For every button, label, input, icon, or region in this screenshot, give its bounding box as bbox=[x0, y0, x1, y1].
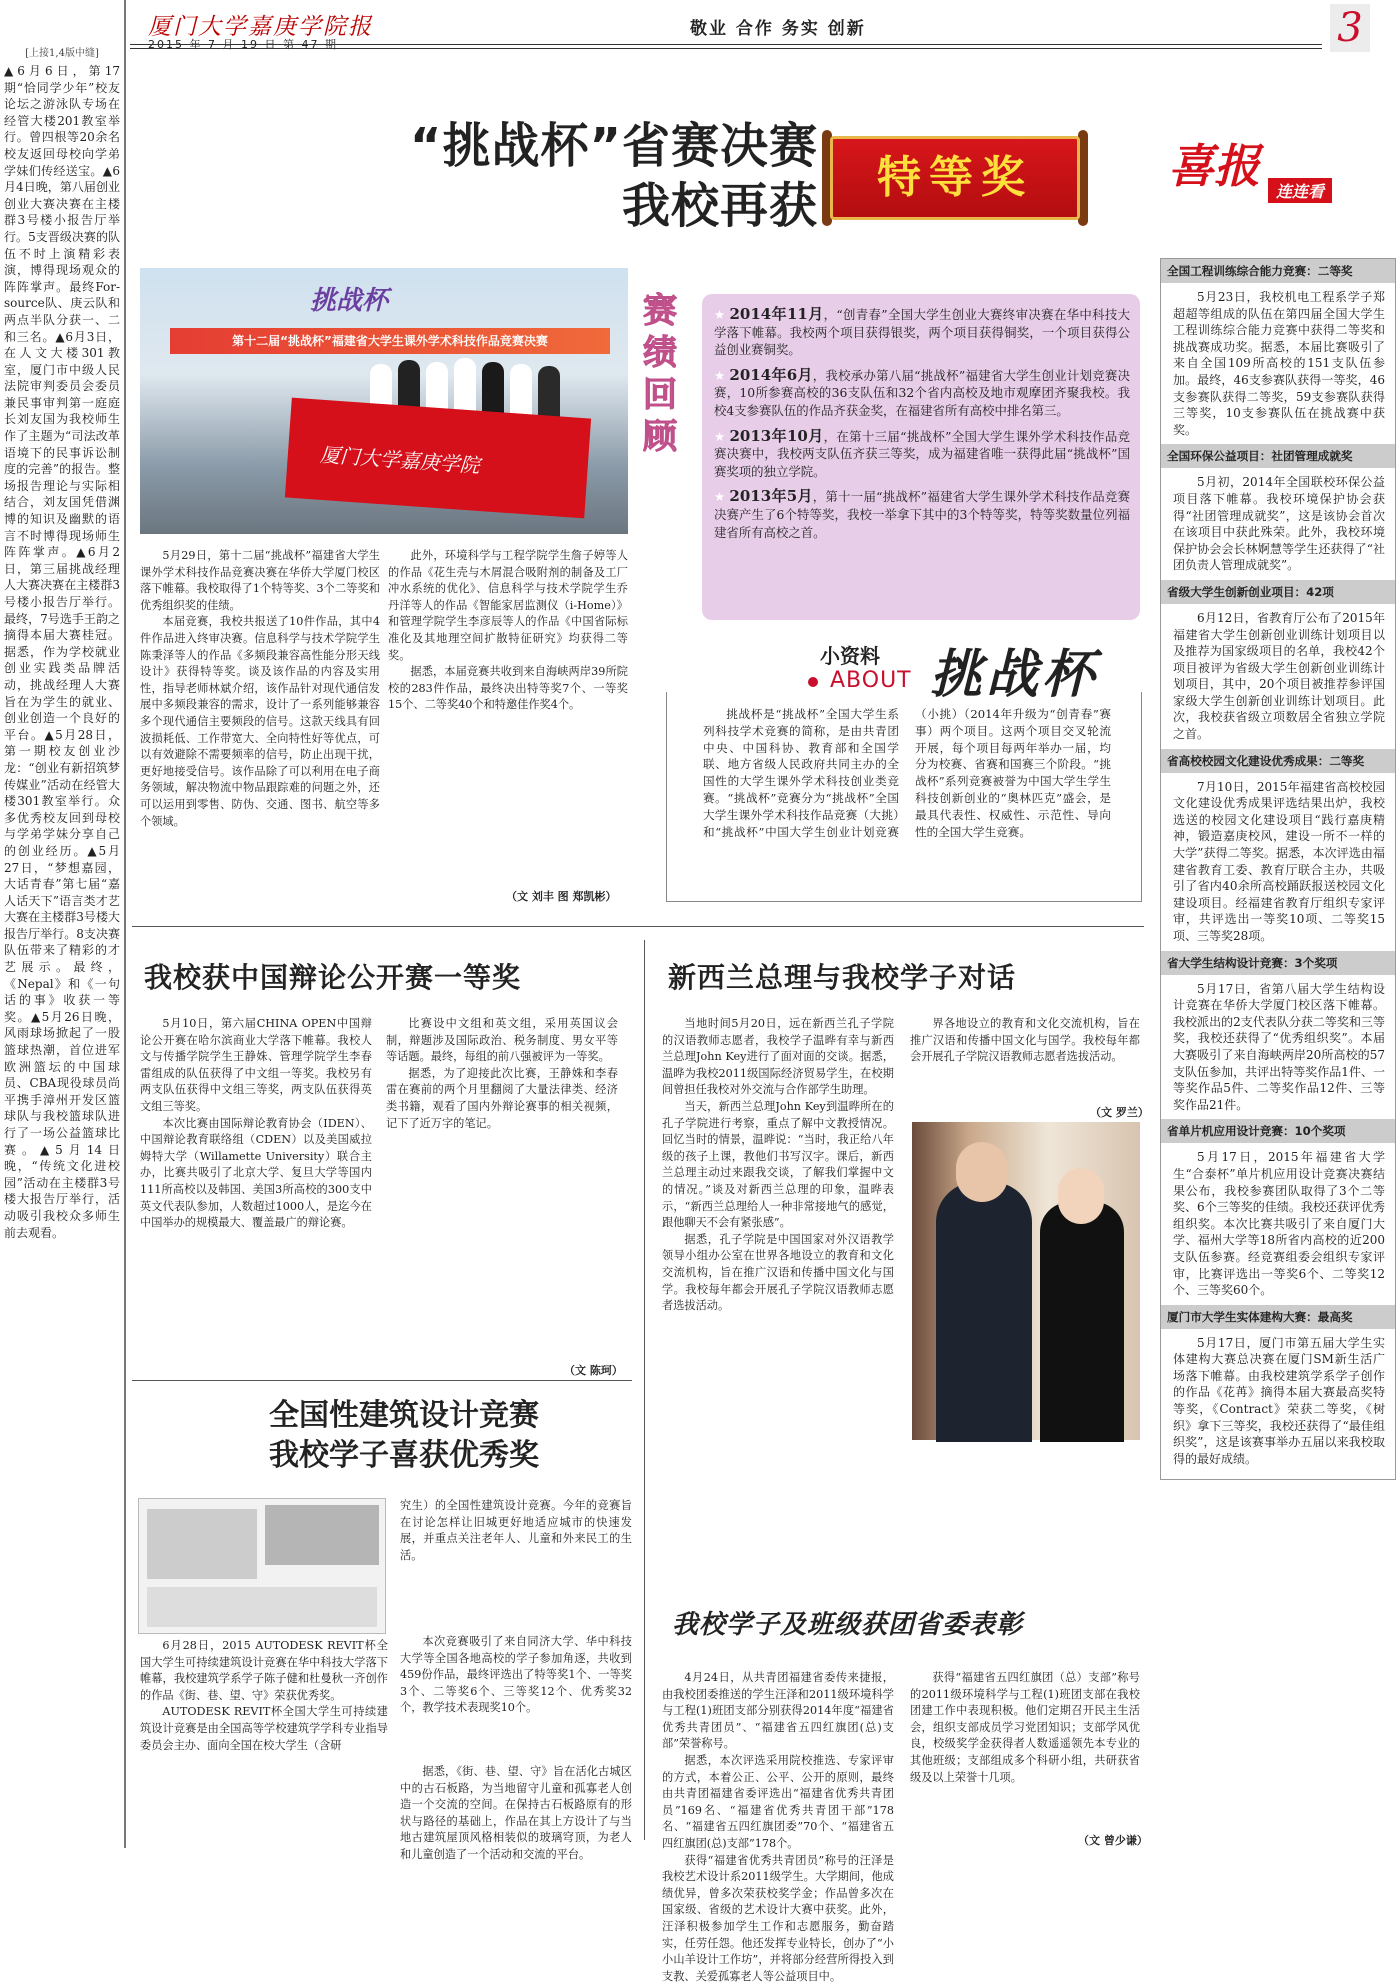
sidebar-section-text bbox=[1161, 468, 1395, 580]
sidebar-paragraph: 7月10日，2015年福建省高校校园文化建设优秀成果评选结果出炉，我校选送的校园文化建设项目“践行嘉庚精神，锻造嘉庚校风，建设一所不一样的大学”获得二等奖。据悉，本次评选由福建省教育工委、教育厅联合主办，共吸引了省内40余所高校踊跃报送校园文化建设项目。经福建省教育厅组织专家评审，共评选出一等奖10项、二等奖15项、三等奖28项。 bbox=[1173, 779, 1385, 943]
about-label-en: ABOUT bbox=[830, 668, 912, 693]
arch-article-mid bbox=[400, 1634, 632, 1764]
review-item-text: ，“创青春”全国大学生创业大赛终审决赛在华中科技大学落下帷幕。我校两个项目获得银奖，两个项目获得铜奖，一个项目获得公益创业赛铜奖。 bbox=[714, 307, 1131, 358]
star-icon: ★ bbox=[714, 428, 726, 444]
section-divider bbox=[132, 1380, 632, 1381]
person-figure bbox=[1058, 1168, 1104, 1224]
nz-headline: 新西兰总理与我校学子对话 bbox=[668, 961, 1017, 994]
review-item-date: 2013年5月 bbox=[729, 487, 813, 506]
nz-article-col1 bbox=[662, 1016, 894, 1313]
arch-paragraph: 6月28日，2015 AUTODESK REVIT杯全国大学生可持续建筑设计竞赛在华中科技大学落下帷幕，我校建筑学系学子陈子健和杜曼秋一齐创作的作品《街、巷、望、守》荣获优秀奖。 bbox=[140, 1639, 388, 1702]
challenge-byline: （文 刘丰 图 郑凯彬） bbox=[506, 890, 617, 903]
sidebar-section-text bbox=[1161, 1329, 1395, 1479]
debate-article-col1 bbox=[140, 1016, 372, 1264]
sidebar-section-title: 省高校校园文化建设优秀成果：二等奖 bbox=[1161, 749, 1395, 773]
drawing-block bbox=[147, 1587, 377, 1627]
arch-article-left bbox=[140, 1638, 388, 1840]
review-item-date: 2013年10月 bbox=[729, 426, 824, 445]
arch-headline-line2: 我校学子喜获优秀奖 bbox=[269, 1438, 539, 1473]
drawing-block bbox=[147, 1509, 257, 1579]
challenge-article-col2 bbox=[388, 548, 628, 714]
arch-article-right bbox=[400, 1498, 632, 1634]
masthead-date: 2015 年 7 月 19 日 第 47 期 bbox=[148, 38, 338, 51]
sidebar-section-title: 省级大学生创新创业项目：42项 bbox=[1161, 580, 1395, 604]
challenge-article-col1 bbox=[140, 548, 380, 926]
sidebar-section-title: 全国环保公益项目：社团管理成就奖 bbox=[1161, 444, 1395, 468]
league-paragraph: 4月24日，从共青团福建省委传来捷报，由我校团委推送的学生汪泽和2011级环境科学与工程(1)班团支部分别获得2014年度“福建省优秀共青团员”、“福建省五四红旗团(总)支部”荣誉称号。 bbox=[662, 1671, 894, 1751]
review-item-text: ，第十一届“挑战杯”福建省大学生课外学术科技作品竞赛决赛产生了6个特等奖，我校一举拿下其中的3个特等奖，特等奖数量位列福建省所有高校之首。 bbox=[714, 489, 1131, 540]
sidebar-section-text bbox=[1161, 604, 1395, 749]
sidebar-section-title: 省大学生结构设计竞赛：3个奖项 bbox=[1161, 951, 1395, 975]
debate-byline: （文 陈珂） bbox=[564, 1364, 623, 1377]
review-item-text: ，在第十三届“挑战杯”全国大学生课外学术科技作品竞赛决赛中，我校两支队伍齐获三等奖，成为福建省唯一获得此届“挑战杯”国赛奖项的独立学院。 bbox=[714, 428, 1131, 479]
section-divider bbox=[132, 926, 1144, 927]
award-scroll: 特等奖 bbox=[830, 136, 1080, 220]
photo-banner-text: 第十二届“挑战杯”福建省大学生课外学术科技作品竞赛决赛 bbox=[232, 334, 548, 348]
briefs-column bbox=[4, 44, 120, 1844]
arch-paragraph: 本次竞赛吸引了来自同济大学、华中科技大学等全国各地高校的学子参加角逐，共收到459份作品，最终评选出了特等奖1个、一等奖3个、二等奖6个、三等奖12个、优秀奖32个，教学技术表现奖10个。 bbox=[400, 1635, 632, 1715]
about-box bbox=[666, 692, 1142, 902]
review-item-date: 2014年11月 bbox=[729, 305, 824, 323]
sidebar-section-title: 厦门市大学生实体建构大赛：最高奖 bbox=[1161, 1305, 1395, 1329]
league-byline: （文 曾少谦） bbox=[1078, 1834, 1148, 1847]
about-label: 小资料 bbox=[820, 644, 880, 668]
nz-paragraph: 当天，新西兰总理John Key到温晔所在的孔子学院进行考察，重点了解中文教授情况。回忆当时的情景，温晔说：“当时，我正给八年级的孩子上课，教他们书写汉字。课后，新西兰总理主动过来跟我交谈，了解我们掌握中文的情况。”谈及对新西兰总理的印象，温晔表示，“新西兰总理给人一种非常接地气的感觉，跟他聊天不会有紧张感”。 bbox=[662, 1099, 894, 1230]
arch-article-bottom bbox=[400, 1764, 632, 1861]
league-paragraph: 获得“福建省五四红旗团（总）支部”称号的2011级环境科学与工程(1)班团支部在我校团建工作中表现积极。他们定期召开民主生活会，组织支部成员学习党团知识；支部学风优良，校级奖学金获得者人数遥遥领先本专业的其他班级；支部组成多个科研小组，共研获省级及以上荣誉十几项。 bbox=[910, 1671, 1140, 1784]
left-column-divider bbox=[124, 0, 126, 1848]
sidebar-section-text bbox=[1161, 773, 1395, 951]
review-item-date: 2014年6月 bbox=[729, 365, 813, 384]
league-paragraph: 据悉，本次评选采用院校推选、专家评审的方式，本着公正、公平、公开的原则，最终由共青团福建省委评选出“福建省优秀共青团员”169名、“福建省优秀共青团干部”178名、“福建省五四红旗团委”70个、“福建省五四红旗团(总)支部”178个。 bbox=[662, 1753, 894, 1850]
headline-line2: 我校再获 bbox=[621, 178, 818, 234]
review-item-text: ，我校承办第八届“挑战杯”福建省大学生创业计划竞赛决赛，10所参赛高校的36支队伍和32个省内高校及地市观摩团齐聚我校。我校4支参赛队伍的作品齐获金奖，在福建省所有高校中排名第三。 bbox=[714, 367, 1131, 418]
review-box bbox=[702, 294, 1140, 620]
star-icon: ★ bbox=[714, 307, 726, 322]
sidebar-paragraph: 5月初，2014年全国联校环保公益项目落下帷幕。我校环境保护协会获得“社团管理成就奖”，这是该协会首次在该项目中获此殊荣。此外，我校环境保护协会会长林婀慧等学生还获得了“社团负责人管理成就奖”。 bbox=[1173, 475, 1385, 573]
sidebar-paragraph: 6月12日，省教育厅公布了2015年福建省大学生创新创业训练计划项目以及推荐为国家级项目的名单，我校42个项目被评为省级大学生创新创业训练计划项目，其中，20个项目被推荐参评国家级大学生创新创业训练计划项目。此次，我校获省级立项数居全省独立学院之首。 bbox=[1173, 610, 1385, 742]
review-item bbox=[714, 428, 1130, 481]
nz-paragraph: 据悉，孔子学院是中国国家对外汉语教学领导小组办公室在世界各地设立的教育和文化交流机构，旨在推广汉语和传播中国文化与国学。我校每年都会开展孔子学院汉语教师志愿者选拔活动。 bbox=[662, 1232, 894, 1313]
review-item bbox=[714, 367, 1130, 420]
review-item bbox=[714, 488, 1130, 541]
arch-paragraph: 究生）的全国性建筑设计竞赛。今年的竞赛旨在讨论怎样让旧城更好地适应城市的快速发展，并重点关注老年人、儿童和外来民工的生活。 bbox=[400, 1499, 632, 1562]
briefs-text: ▲6月6日，第17期“恰同学少年”校友论坛之游泳队专场在经管大楼201教室举行。曾四根等20余名校友返回母校向学弟学妹们传经送宝。▲6月4日晚，第八届创业创业大赛决赛在主楼群3号楼小报告厅举行。5支晋级决赛的队伍不时上演精彩表演，博得现场观众的阵阵掌声。最终For-source队、庚云队和两点半队分获一、二和三名。▲6月3日，在人文大楼301教室，厦门市中级人民法院审判委员会委员兼民事审判第一庭庭长刘友国为我校师生作了主题为“司法改革语境下的民事诉讼制度的完善”的报告。整场报告理论与实际相结合，刘友国凭借渊博的知识及幽默的语言不时博得现场师生阵阵掌声。▲6月2日，第三届挑战经理人大赛决赛在主楼群3号楼小报告厅举行。最终，7号选手王韵之摘得本届大赛桂冠。据悉，作为学校就业创业实践类品牌活动，挑战经理人大赛旨在为学生的就业、创业创造一个良好的平台。▲5月28日，第一期校友创业沙龙：“创业有新招筑梦传媒业”活动在经管大楼301教室举行。众多优秀校友回到母校与学弟学妹分享自己的创业经历。▲5月27日，“梦想嘉园，大话青春”第七届“嘉人话天下”语言类才艺大赛在主楼群3号楼大报告厅举行。8支决赛队伍带来了精彩的才艺展示。最终，《Nepal》和《一句话的事》收获一等奖。▲5月26日晚，风雨球场掀起了一股篮球热潮，首位进军欧洲篮坛的中国球员、CBA现役球员尚平携手漳州开发区篮球队与我校篮球队进行了一场公益篮球比赛。▲5月14日晚，“传统文化进校园”活动在主楼群3号楼大报告厅举行，活动吸引我校众多师生前去观看。 bbox=[4, 64, 120, 1240]
nz-paragraph: 当地时间5月20日，远在新西兰孔子学院的汉语教师志愿者，我校学子温晔有幸与新西兰总理John Key进行了面对面的交谈。据悉，温晔为我校2011级国际经济贸易学生，在校期间曾担任我校对外交流与合作部学生助理。 bbox=[662, 1017, 894, 1097]
architecture-drawing bbox=[138, 1498, 386, 1634]
pm-photo bbox=[912, 1122, 1140, 1440]
drawing-block bbox=[265, 1505, 379, 1565]
arch-headline-line1: 全国性建筑设计竞赛 bbox=[269, 1398, 539, 1433]
school-flag-text: 厦门大学嘉庚学院 bbox=[319, 442, 481, 478]
header-rule-thin bbox=[130, 48, 1322, 49]
nz-article-col2 bbox=[910, 1016, 1140, 1100]
sidebar-section-text bbox=[1161, 283, 1395, 444]
league-article-col2 bbox=[910, 1670, 1140, 1830]
sidebar-section-title: 省单片机应用设计竞赛：10个奖项 bbox=[1161, 1119, 1395, 1143]
challenge-paragraph: 据悉，本届竞赛共收到来自海峡两岸39所院校的283件作品，最终决出特等奖7个、一等奖15个、二等奖40个和特邀佳作奖4个。 bbox=[388, 665, 628, 712]
header-rule bbox=[130, 44, 1322, 45]
person-figure bbox=[1040, 1202, 1124, 1442]
column-divider bbox=[644, 940, 645, 1840]
sidebar-section-text bbox=[1161, 975, 1395, 1120]
bullet-dot-icon bbox=[808, 677, 818, 687]
challenge-paragraph: 本届竞赛，我校共报送了10件作品，其中4件作品进入终审决赛。信息科学与技术学院学生陈秉泽等人的作品《多频段兼容高性能分形天线设计》获得特等奖。谈及该作品的内容及实用性，指导老师林斌介绍，该作品针对现代通信发展中多频段兼容的需求，设计了一系列能够兼容多个现代通信主要频段的信号。这款天线具有回波损耗低、工作带宽大、全向特性好等优点，可以有效避除不需要频率的信号，防止出现干扰，更好地接受信号。该作品除了可以利用在电子商务领域，解决物流中物品跟踪难的问题之外，还可以运用到零售、防伪、交通、图书、航空等多个领域。 bbox=[140, 615, 380, 828]
arch-paragraph: 据悉，《街、巷、望、守》旨在活化古城区中的古石板路，为当地留守儿童和孤寡老人创造一个交流的空间。在保持古石板路原有的形状与路径的基础上，作品在其上方设计了与当地古建筑屋顶风格相装似的玻璃穹顶，为老人和儿童创造了一个活动和交流的平台。 bbox=[400, 1765, 632, 1861]
headline-line1: “挑战杯”省赛决赛 bbox=[409, 118, 818, 174]
continued-note: [上接1,4版中缝] bbox=[25, 48, 99, 59]
sidebar-paragraph: 5月17日，2015年福建省大学生“合泰杯”单片机应用设计竞赛决赛结果公布，我校参赛团队取得了3个二等奖、6个三等奖的佳绩。我校还获评优秀组织奖。本次比赛共吸引了来自厦门大学、福州大学等18所省内高校的近200支队伍参赛。经竞赛组委会组织专家评审，比赛评选出一等奖6个、二等奖12个、三等奖60个。 bbox=[1173, 1150, 1385, 1298]
main-headline bbox=[238, 116, 818, 236]
review-item bbox=[714, 306, 1130, 359]
challenge-cup-logo: 挑战杯 bbox=[310, 286, 389, 316]
league-article-col1 bbox=[662, 1670, 894, 1983]
debate-headline: 我校获中国辩论公开赛一等奖 bbox=[144, 961, 522, 994]
about-text bbox=[703, 706, 1111, 894]
page-number: 3 bbox=[1330, 4, 1370, 52]
nz-paragraph-tail: 界各地设立的教育和文化交流机构，旨在推广汉语和传播中国文化与国学。我校每年都会开展孔子学院汉语教师志愿者选拔活动。 bbox=[910, 1017, 1140, 1064]
debate-paragraph: 本次比赛由国际辩论教育协会（IDEN）、中国辩论教育联络组（CDEN）以及美国威拉姆特大学（Willamette University）联合主办，比赛共吸引了北京大学、复旦大学等国内111所高校以及韩国、美国3所高校的300支中英文代表队参加，人数超过1000人，是迄今在中国举办的规模最大、覆盖最广的辩论赛。 bbox=[140, 1116, 372, 1230]
debate-paragraph: 据悉，为了迎接此次比赛，王静姝和李春雷在赛前的两个月里翻阅了大量法律类、经济类书籍，观看了国内外辩论赛事的相关视频，记下了近万字的笔记。 bbox=[386, 1066, 618, 1130]
league-headline: 我校学子及班级获团省委表彰 bbox=[672, 1610, 1024, 1640]
good-news-subhead: 连连看 bbox=[1268, 178, 1332, 203]
about-paragraph: 挑战杯是“挑战杯”全国大学生系列科技学术竞赛的简称，是由共青团中央、中国科协、教育部和全国学联、地方省级人民政府共同主办的全国性的大学生课外学术科技创业类竞赛。“挑战杯”竞赛分为“挑战杯”全国大学生课外学术科技作品竞赛（大挑）和“挑战杯”中国大学生创业计划竞赛（小挑）（2014年升级为“创青春”赛事）两个项目。这两个项目交叉轮流开展，每个项目每两年举办一届，均分为校赛、省赛和国赛三个阶段。“挑战杯”系列竞赛被誉为中国大学生学生科技创新创业的“奥林匹克”盛会，是最具代表性、权威性、示范性、导向性的全国大学生竞赛。 bbox=[703, 707, 1111, 839]
masthead-brand: 厦门大学嘉庚学院报 bbox=[148, 14, 373, 40]
sidebar-paragraph: 5月23日，我校机电工程系学子郑超超等组成的队伍在第四届全国大学生工程训练综合能力竞赛中获得二等奖和挑战赛成功奖。据悉，本届比赛吸引了来自全国109所高校的151支队伍参加。最终，46支参赛队获得一等奖，46支参赛队获得二等奖，59支参赛队获得三等奖，10支参赛队伍在挑战赛中获奖。 bbox=[1173, 290, 1385, 437]
debate-article-col2 bbox=[386, 1016, 618, 1132]
about-title: 挑战杯 bbox=[930, 644, 1099, 705]
star-icon: ★ bbox=[714, 489, 726, 505]
person-figure bbox=[956, 1142, 1008, 1202]
challenge-paragraph: 5月29日，第十二届“挑战杯”福建省大学生课外学术科技作品竞赛决赛在华侨大学厦门校区落下帷幕。我校取得了1个特等奖、3个二等奖和优秀组织奖的佳绩。 bbox=[140, 549, 380, 612]
sidebar-paragraph: 5月17日，厦门市第五届大学生实体建构大赛总决赛在厦门SM新生活广场落下帷幕。由我校建筑学系学子创作的作品《花苒》摘得本届大赛最高奖特等奖，《Contract》荣获二等奖，《树织》拿下三等奖，我校还获得了“最佳组织奖”，这是该赛事举办五届以来我校取得的最好成绩。 bbox=[1173, 1335, 1385, 1466]
arch-paragraph: AUTODESK REVIT杯全国大学生可持续建筑设计竞赛是由全国高等学校建筑学学科专业指导委员会主办、面向全国在校大学生（含研 bbox=[140, 1705, 388, 1752]
sidebar-section-title: 全国工程训练综合能力竞赛：二等奖 bbox=[1161, 259, 1395, 283]
review-vertical-title: 赛绩回顾 bbox=[643, 291, 677, 457]
sidebar-paragraph: 5月17日，省第八届大学生结构设计竞赛在华侨大学厦门校区落下帷幕。我校派出的2支代表队分获二等奖和三等奖，我校还获得了“优秀组织奖”。本届大赛吸引了来自海峡两岸20所高校的57支队伍参加，共评出特等奖作品1件、一等奖作品5件、二等奖作品12件、三等奖作品21件。 bbox=[1173, 981, 1385, 1112]
nz-byline: （文 罗兰） bbox=[1090, 1106, 1149, 1119]
person-figure bbox=[936, 1182, 1032, 1442]
sidebar-section-text bbox=[1161, 1143, 1395, 1304]
good-news-sidebar bbox=[1160, 258, 1396, 1480]
challenge-paragraph: 此外，环境科学与工程学院学生詹子婷等人的作品《花生壳与木屑混合吸附剂的制备及工厂冲水系统的优化》、信息科学与技术学院学生乔丹洋等人的作品《智能家居监测仪（i-Home）》和管理学院学生李彦辰等人的作品《中国省际标准化及其地理空间扩散特征研究》均获得二等奖。 bbox=[388, 549, 628, 662]
star-icon: ★ bbox=[714, 367, 726, 383]
debate-paragraph: 5月10日，第六届CHINA OPEN中国辩论公开赛在哈尔滨商业大学落下帷幕。我校人文与传播学院学生王静姝、管理学院学生李春雷组成的队伍获得了中文组一等奖。我校另有两支队伍获得中文组三等奖，两支队伍获得英文组三等奖。 bbox=[140, 1017, 372, 1113]
team-photo bbox=[140, 268, 628, 534]
masthead-motto: 敬业 合作 务实 创新 bbox=[690, 19, 866, 39]
good-news-head: 喜报 bbox=[1168, 139, 1260, 193]
league-paragraph: 获得“福建省优秀共青团员”称号的汪泽是我校艺术设计系2011级学生。大学期间，他成绩优异，曾多次荣获校奖学金；作品曾多次在国家级、省级的艺术设计大赛中获奖。此外，汪泽积极参加学生工作和志愿服务，勤奋踏实，任劳任怨。他还发挥专业特长，创办了“小小山羊设计工作坊”，并将部分经营所得投入到支教、关爱孤寡老人等公益项目中。 bbox=[662, 1853, 894, 1983]
debate-paragraph: 比赛设中文组和英文组，采用英国议会制，辩题涉及国际政治、税务制度、男女平等等话题。最终，每组的前八强被评为一等奖。 bbox=[386, 1017, 618, 1064]
